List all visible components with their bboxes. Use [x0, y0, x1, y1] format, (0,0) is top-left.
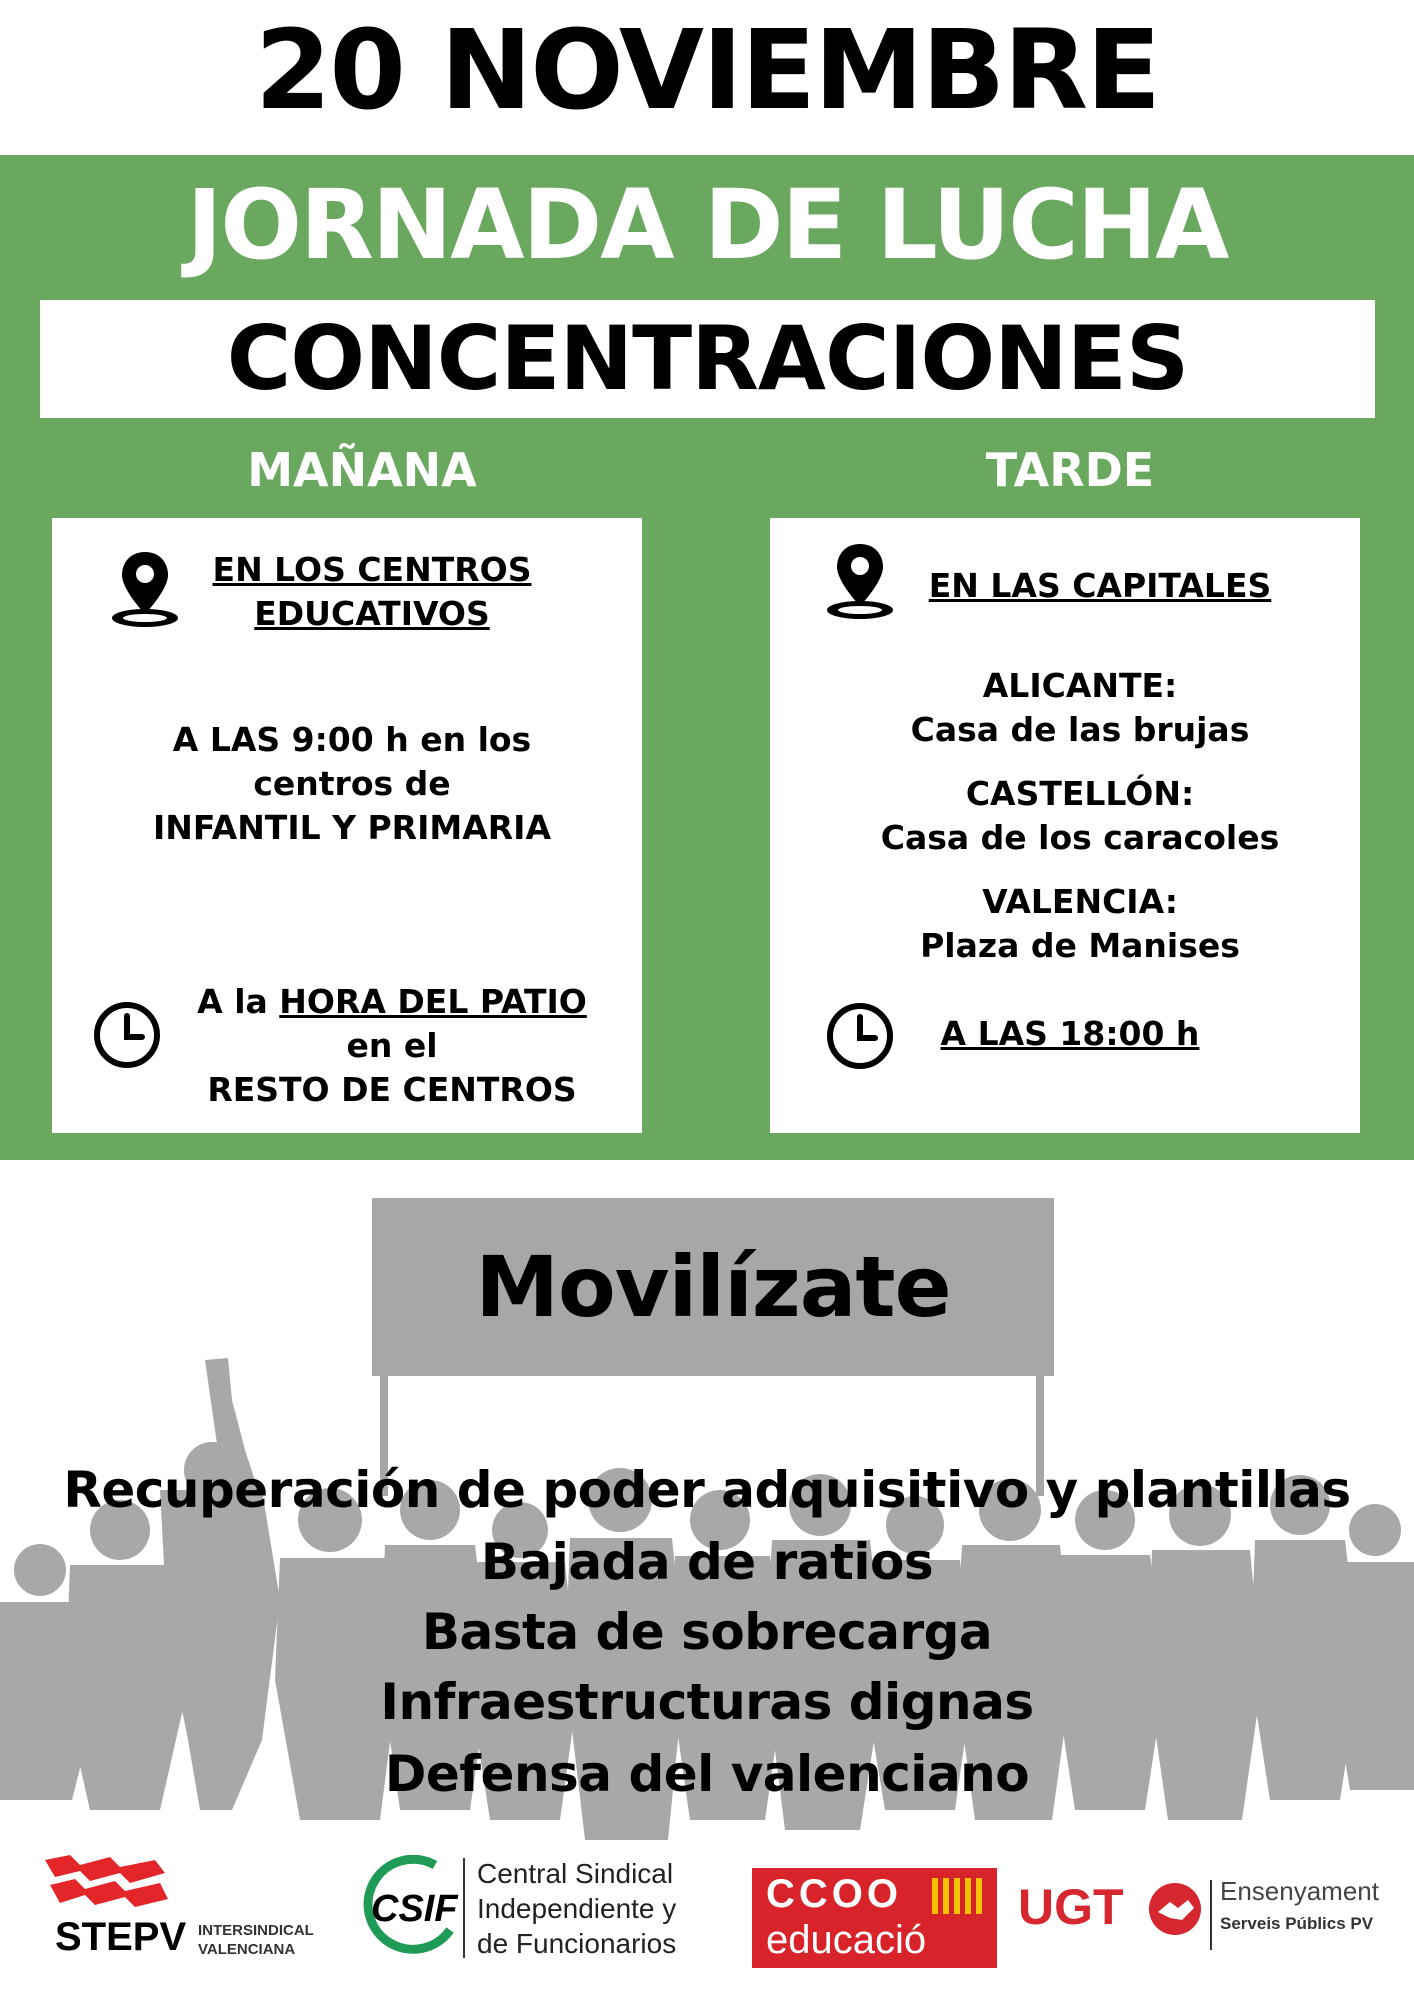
ugt-sub2: Serveis Públics PV [1220, 1914, 1374, 1933]
stepv-logo [40, 1855, 340, 1975]
city-valencia: VALENCIA: [982, 882, 1178, 921]
csif-text [477, 1856, 676, 1961]
ugt-divider [1210, 1880, 1212, 1950]
csif-name: CSIF [371, 1888, 458, 1930]
morning-panel [52, 518, 642, 1133]
stepv-flag-icon [40, 1855, 170, 1915]
csif-text-line1: Central Sindical [477, 1858, 674, 1889]
csif-divider [463, 1858, 465, 1958]
ugt-logo [1018, 1870, 1398, 1980]
demand-2: Bajada de ratios [480, 1533, 934, 1591]
afternoon-heading: TARDE [985, 443, 1155, 497]
morning-time-line3: INFANTIL Y PRIMARIA [153, 808, 551, 847]
patio-line1 [172, 980, 612, 1024]
ugt-sub1: Ensenyament [1220, 1876, 1379, 1906]
ccoo-name: CCOO [766, 1872, 902, 1916]
city-alicante: ALICANTE: [982, 666, 1178, 705]
morning-heading: MAÑANA [247, 443, 477, 497]
place-castellon: Casa de los caracoles [880, 818, 1280, 857]
csif-text-line3: de Funcionarios [477, 1928, 677, 1959]
ugt-name: UGT [1018, 1879, 1124, 1935]
patio-highlight: HORA DEL PATIO [279, 982, 587, 1021]
stepv-sub2: VALENCIANA [198, 1941, 296, 1958]
afternoon-time: A LAS 18:00 h [940, 1014, 1200, 1053]
afternoon-panel [770, 518, 1360, 1133]
morning-time-line1: A LAS 9:00 h en los [172, 720, 532, 759]
afternoon-location: EN LAS CAPITALES [928, 566, 1272, 605]
date-title: 20 NOVIEMBRE [254, 6, 1160, 134]
csif-text-line2: Independiente y [477, 1893, 677, 1924]
place-alicante: Casa de las brujas [910, 710, 1250, 749]
location-pin-icon [825, 540, 895, 620]
ccoo-sub: educació [766, 1918, 927, 1962]
morning-time-line2: centros de [253, 764, 451, 803]
stepv-name: STEPV [55, 1915, 187, 1959]
demand-1: Recuperación de poder adquisitivo y plantillas [63, 1461, 1351, 1519]
handshake-icon [1148, 1882, 1202, 1936]
csif-logo [355, 1850, 735, 1970]
demand-4: Infraestructuras dignas [380, 1673, 1034, 1731]
clock-icon [92, 1000, 162, 1070]
banner-text: Movilízate [475, 1238, 951, 1336]
patio-line2: en el [346, 1026, 438, 1065]
morning-location-line2: EDUCATIVOS [254, 594, 490, 633]
stepv-sub1: INTERSINDICAL [198, 1922, 314, 1939]
senyera-icon [932, 1878, 982, 1914]
main-title: JORNADA DE LUCHA [186, 169, 1228, 281]
demand-5: Defensa del valenciano [384, 1745, 1030, 1803]
patio-line3: RESTO DE CENTROS [207, 1070, 577, 1109]
clock-icon [825, 1001, 895, 1071]
patio-prefix: A la [197, 982, 280, 1021]
morning-location-line1: EN LOS CENTROS [212, 550, 532, 589]
subtitle: CONCENTRACIONES [226, 307, 1189, 410]
demand-3: Basta de sobrecarga [421, 1603, 993, 1661]
ccoo-logo [752, 1868, 997, 1968]
place-valencia: Plaza de Manises [920, 926, 1240, 965]
city-castellon: CASTELLÓN: [965, 774, 1195, 813]
